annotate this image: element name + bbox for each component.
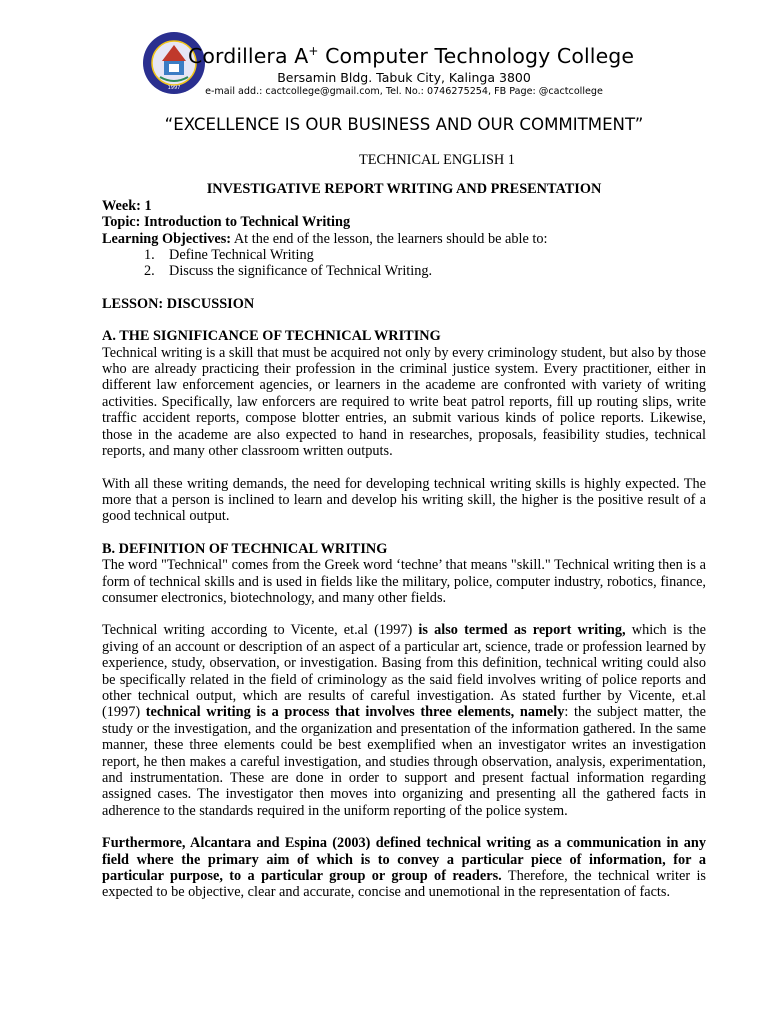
section-a-paragraph-2: With all these writing demands, the need for developing technical writing skills is highly expected. The more that a person is inclined to learn and develop his writing skill, the higher is the positive result of a good technical output.: [102, 475, 706, 525]
section-a-paragraph-1: Technical writing is a skill that must be acquired not only by every criminology student, but also by those who are already practicing their profession in the criminal justice system. Every practitioner, either in different law enforcement agencies, or learners in the academe are confronted with variety of writing activities. Specifically, law enforcers are required to write beat patrol reports, fill up routing slips, write traffic accident reports, compose blotter entries, an submit various kinds of police reports. Likewise, those in the academe are also expected to hand in researches, proposals, feasibility studies, technical reports, and many other classroom written outputs.: [102, 344, 706, 460]
section-b-paragraph-3: Furthermore, Alcantara and Espina (2003) defined technical writing as a communication in any field where the primary aim of which is to convey a particular piece of information, for a particular purpose, to a particular group or group of readers. Therefore, the technical writer is expected to be objective, clear and accurate, concise and unemotional in the representation of facts.: [102, 835, 706, 901]
letterhead: [0, 0, 768, 134]
section-b-paragraph-2: Technical writing according to Vicente, et.al (1997) is also termed as report writing, which is the giving of an account or description of an aspect of a particular art, science, trade or profession learned by experience, study, observation, or investigation. Basing from this definition, technical writing could also be specifically related in the field of criminology as the said field involves writing of police reports and other technical output, which are results of careful investigation. As stated further by Vicente, et.al (1997) technical writing is a process that involves three elements, namely: the subject matter, the study or the investigation, and the organization and presentation of the information gathered. In the same manner, these three elements could be best exemplified when an investigator writes an investigation report, he then makes a careful investigation, and studies through observation, analysis, experimentation, and instrumentation. These are done in order to support and present factual information regarding assigned cases. The investigator then moves into organizing and presenting all the gathered facts in adherence to the standards required in the uniform reporting of the police system.: [102, 622, 707, 819]
svg-text:1997: 1997: [167, 85, 181, 91]
section-b-heading: B. DEFINITION OF TECHNICAL WRITING: [102, 540, 388, 557]
college-motto: “EXCELLENCE IS OUR BUSINESS AND OUR COMMITMENT”: [164, 115, 644, 134]
course-title: TECHNICAL ENGLISH 1: [359, 152, 515, 168]
objective-item: 2. Discuss the significance of Technical Writing.: [144, 263, 433, 280]
objective-item: 1. Define Technical Writing: [144, 247, 314, 264]
topic-label: Topic: Introduction to Technical Writing: [102, 214, 351, 231]
learning-objectives: Learning Objectives: At the end of the lesson, the learners should be able to:: [102, 230, 548, 247]
college-address: Bersamin Bldg. Tabuk City, Kalinga 3800: [277, 70, 531, 85]
document-body: [102, 152, 706, 901]
lesson-title: INVESTIGATIVE REPORT WRITING AND PRESENTATION: [206, 181, 602, 198]
objectives-list: [102, 247, 706, 280]
week-label: Week: 1: [102, 197, 152, 214]
section-a-heading: A. THE SIGNIFICANCE OF TECHNICAL WRITING: [102, 328, 441, 345]
college-contact: e-mail add.: cactcollege@gmail.com, Tel. No.: 0746275254, FB Page: @cactcollege: [205, 86, 603, 97]
college-name: Cordillera A+ Computer Technology College: [188, 44, 635, 68]
lesson-heading: LESSON: DISCUSSION: [102, 295, 255, 312]
section-b-paragraph-1: The word "Technical" comes from the Greek word ‘techne’ that means "skill." Technical writing then is a form of technical skills and is used in fields like the military, police, computer industry, robotics, finance, consumer electronics, biotechnology, and many other fields.: [102, 557, 706, 606]
